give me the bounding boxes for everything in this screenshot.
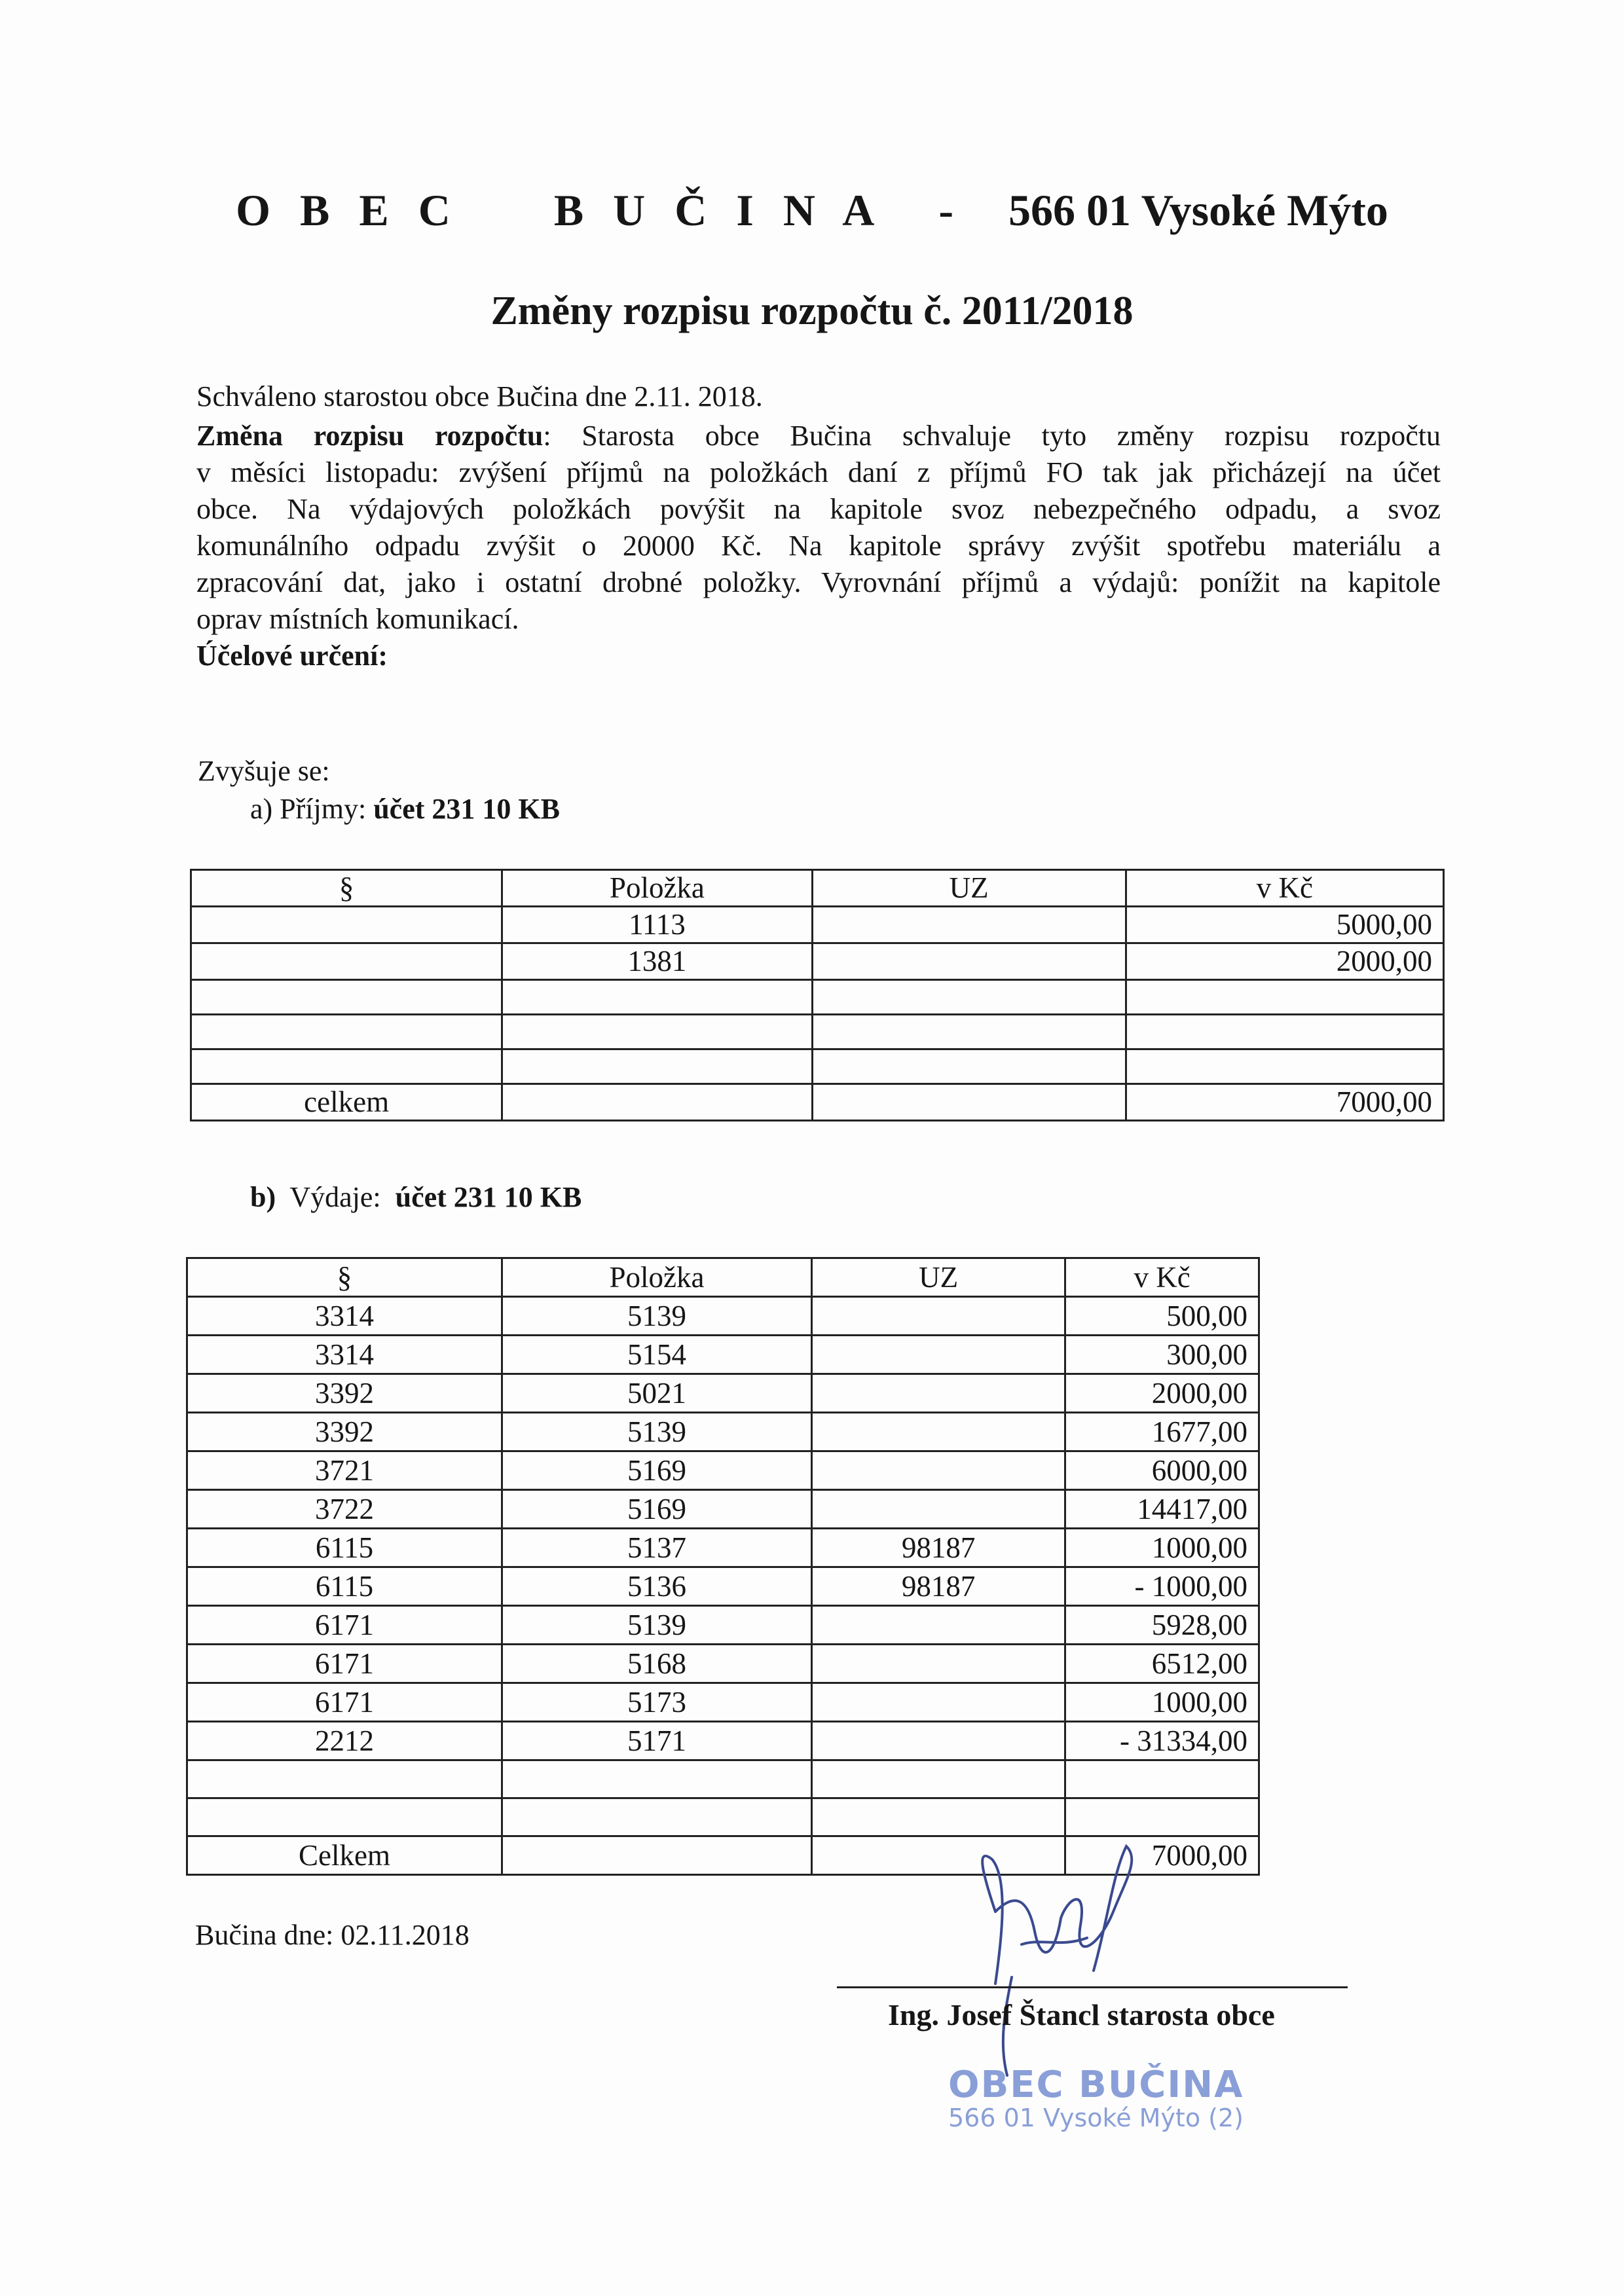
cell-paragraph	[191, 943, 502, 980]
cell-amount: - 1000,00	[1065, 1567, 1259, 1606]
cell-amount: 1677,00	[1065, 1413, 1259, 1451]
cell-paragraph	[191, 980, 502, 1015]
signature-line	[837, 1986, 1348, 1988]
cell-polozka: 5169	[502, 1451, 812, 1490]
header-paragraph: §	[191, 870, 502, 907]
cell-amount: 6512,00	[1065, 1645, 1259, 1683]
date-line: Bučina dne: 02.11.2018	[195, 1919, 470, 1951]
cell-uz	[812, 1336, 1065, 1374]
cell-amount: - 31334,00	[1065, 1722, 1259, 1760]
cell-uz	[812, 943, 1126, 980]
cell-uz	[812, 980, 1126, 1015]
cell-paragraph: 3392	[187, 1413, 502, 1451]
cell-amount	[1126, 1015, 1443, 1049]
cell-amount: 5928,00	[1065, 1606, 1259, 1645]
stamp-line-1: OBEC BUČINA	[948, 2064, 1244, 2106]
cell-amount: 500,00	[1065, 1297, 1259, 1336]
cell-uz	[812, 1683, 1065, 1722]
table-row	[191, 980, 1444, 1015]
table-row	[187, 1645, 1259, 1683]
table-row	[187, 1567, 1259, 1606]
income-prefix: a) Příjmy:	[250, 793, 374, 825]
cell-amount: 1000,00	[1065, 1529, 1259, 1567]
table-row	[187, 1374, 1259, 1413]
table-total-row	[191, 1084, 1444, 1121]
cell-uz	[812, 1722, 1065, 1760]
table-row	[187, 1490, 1259, 1529]
cell-uz	[812, 1413, 1065, 1451]
cell-paragraph	[191, 1049, 502, 1084]
cell-polozka: 5139	[502, 1297, 812, 1336]
header-amount: v Kč	[1126, 870, 1443, 907]
table-row	[187, 1451, 1259, 1490]
signature-mark	[956, 1833, 1153, 2082]
change-paragraph	[196, 418, 1441, 674]
cell-polozka	[502, 1049, 812, 1084]
cell-uz	[812, 1490, 1065, 1529]
cell-polozka	[502, 1015, 812, 1049]
cell-amount: 14417,00	[1065, 1490, 1259, 1529]
cell-uz	[812, 1049, 1126, 1084]
table-row	[187, 1606, 1259, 1645]
expenses-table	[186, 1257, 1260, 1876]
total-label: celkem	[191, 1084, 502, 1121]
cell-paragraph	[191, 907, 502, 943]
change-line-1	[196, 418, 1441, 454]
cell-amount: 5000,00	[1126, 907, 1443, 943]
cell-polozka	[502, 1760, 812, 1798]
cell-paragraph: 3721	[187, 1451, 502, 1490]
signatory-name: Ing. Josef Štancl starosta obce	[888, 1998, 1275, 2032]
table-row	[187, 1683, 1259, 1722]
cell-uz	[812, 907, 1126, 943]
total-label: Celkem	[187, 1836, 502, 1875]
cell-uz	[812, 1451, 1065, 1490]
table-row	[187, 1529, 1259, 1567]
table-header-row	[187, 1258, 1259, 1297]
table-row	[187, 1760, 1259, 1798]
cell-amount: 300,00	[1065, 1336, 1259, 1374]
header-separator: -	[938, 185, 953, 235]
cell-paragraph: 2212	[187, 1722, 502, 1760]
cell-uz	[812, 1606, 1065, 1645]
table-header-row	[191, 870, 1444, 907]
change-label: Změna rozpisu rozpočtu	[196, 420, 544, 452]
table-row	[191, 943, 1444, 980]
cell-polozka: 1381	[502, 943, 812, 980]
cell-uz	[812, 1297, 1065, 1336]
approval-text	[196, 378, 1441, 415]
income-account: účet 231 10 KB	[373, 793, 560, 825]
cell-paragraph: 3392	[187, 1374, 502, 1413]
cell-amount: 2000,00	[1065, 1374, 1259, 1413]
cell-amount: 6000,00	[1065, 1451, 1259, 1490]
cell-polozka: 5154	[502, 1336, 812, 1374]
document-header	[0, 185, 1624, 236]
change-line-6: oprav místních komunikací.	[196, 603, 519, 635]
header-polozka: Položka	[502, 870, 812, 907]
total-value: 7000,00	[1065, 1836, 1259, 1875]
total-value: 7000,00	[1126, 1084, 1443, 1121]
cell-uz: 98187	[812, 1529, 1065, 1567]
cell-polozka: 5139	[502, 1413, 812, 1451]
cell-amount	[1126, 980, 1443, 1015]
table-row	[191, 1015, 1444, 1049]
document-title: Změny rozpisu rozpočtu č. 2011/2018	[490, 289, 1134, 333]
header-paragraph: §	[187, 1258, 502, 1297]
cell-uz	[812, 1798, 1065, 1836]
table-row	[187, 1336, 1259, 1374]
header-uz: UZ	[812, 1258, 1065, 1297]
change-line-5: zpracování dat, jako i ostatní drobné položky. Vyrovnání příjmů a výdajů: ponížit na kapitole	[196, 566, 1441, 598]
cell-polozka: 5173	[502, 1683, 812, 1722]
cell-uz	[812, 1374, 1065, 1413]
header-obec: O B E C	[236, 185, 460, 235]
table-row	[187, 1413, 1259, 1451]
expenses-label: Výdaje:	[276, 1181, 396, 1213]
change-line-3: obce. Na výdajových položkách povýšit na kapitole svoz nebezpečného odpadu, a svoz	[196, 493, 1441, 525]
change-label-colon: :	[543, 420, 551, 452]
approval-line: Schváleno starostou obce Bučina dne 2.11. 2018.	[196, 380, 763, 412]
cell-paragraph	[187, 1760, 502, 1798]
cell-polozka: 5169	[502, 1490, 812, 1529]
change-line-2: v měsíci listopadu: zvýšení příjmů na položkách daní z příjmů FO tak jak přicházejí na účet	[196, 456, 1441, 488]
expenses-account: účet 231 10 KB	[395, 1181, 582, 1213]
cell-uz	[812, 1015, 1126, 1049]
cell-uz	[812, 1760, 1065, 1798]
cell-amount	[1065, 1798, 1259, 1836]
increase-label: Zvyšuje se:	[198, 755, 330, 787]
cell-polozka: 5136	[502, 1567, 812, 1606]
header-amount: v Kč	[1065, 1258, 1259, 1297]
cell-amount	[1065, 1760, 1259, 1798]
cell-polozka	[502, 1798, 812, 1836]
income-heading	[250, 792, 560, 826]
cell-paragraph: 3314	[187, 1336, 502, 1374]
purpose-label: Účelové určení:	[196, 640, 388, 672]
cell-paragraph	[191, 1015, 502, 1049]
cell-polozka	[502, 980, 812, 1015]
cell-polozka: 5137	[502, 1529, 812, 1567]
cell-amount	[1126, 1049, 1443, 1084]
official-stamp	[948, 2064, 1244, 2132]
income-table	[190, 869, 1445, 1121]
header-uz: UZ	[812, 870, 1126, 907]
stamp-line-2: 566 01 Vysoké Mýto (2)	[948, 2104, 1244, 2132]
header-municipality: B U Č I N A	[553, 185, 884, 235]
cell-amount: 2000,00	[1126, 943, 1443, 980]
cell-polozka: 5171	[502, 1722, 812, 1760]
table-row	[191, 907, 1444, 943]
expenses-prefix: b)	[250, 1181, 276, 1213]
table-row	[187, 1798, 1259, 1836]
cell-amount: 1000,00	[1065, 1683, 1259, 1722]
header-polozka: Položka	[502, 1258, 812, 1297]
cell-paragraph: 6115	[187, 1529, 502, 1567]
cell-polozka: 5139	[502, 1606, 812, 1645]
cell-paragraph: 6171	[187, 1645, 502, 1683]
table-row	[191, 1049, 1444, 1084]
cell-paragraph: 6171	[187, 1683, 502, 1722]
cell-polozka: 5021	[502, 1374, 812, 1413]
cell-uz: 98187	[812, 1567, 1065, 1606]
cell-polozka: 1113	[502, 907, 812, 943]
cell-polozka: 5168	[502, 1645, 812, 1683]
change-line-1-text: Starosta obce Bučina schvaluje tyto změny rozpisu rozpočtu	[581, 420, 1441, 452]
cell-paragraph: 6115	[187, 1567, 502, 1606]
cell-uz	[812, 1645, 1065, 1683]
change-line-4: komunálního odpadu zvýšit o 20000 Kč. Na kapitole správy zvýšit spotřebu materiálu a	[196, 530, 1441, 562]
expenses-heading	[250, 1180, 581, 1214]
cell-paragraph	[187, 1798, 502, 1836]
table-row	[187, 1297, 1259, 1336]
cell-paragraph: 3314	[187, 1297, 502, 1336]
header-address: 566 01 Vysoké Mýto	[1008, 185, 1388, 235]
cell-paragraph: 3722	[187, 1490, 502, 1529]
cell-paragraph: 6171	[187, 1606, 502, 1645]
table-row	[187, 1722, 1259, 1760]
